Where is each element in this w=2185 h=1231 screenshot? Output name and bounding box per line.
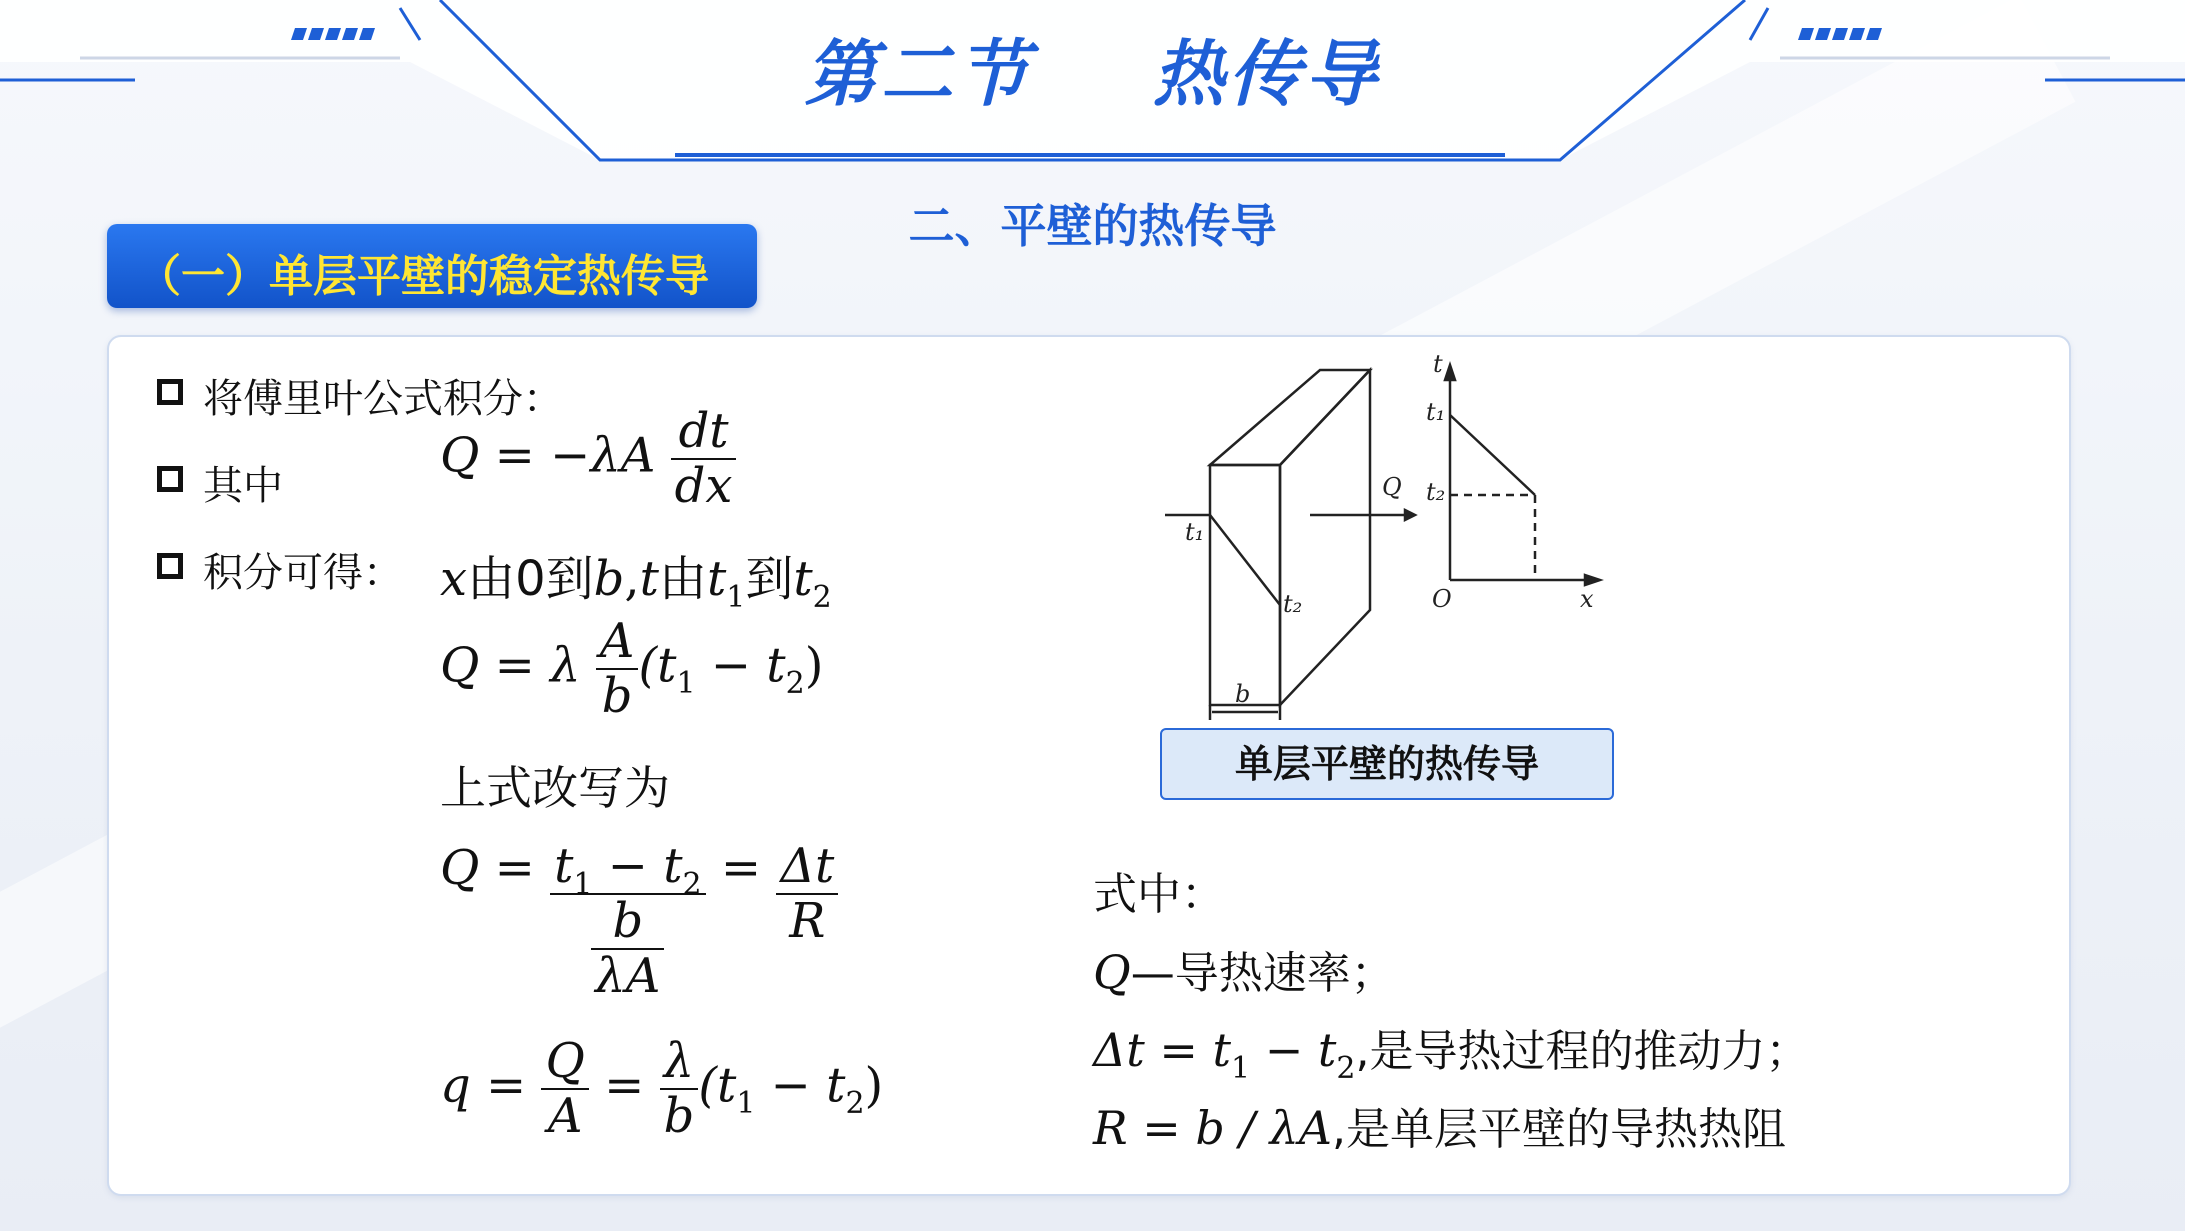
- label-t1-left: t₁: [1185, 518, 1205, 546]
- label-t1-axis: t₁: [1426, 398, 1446, 426]
- formula-range: x由0到b,t由$t_1$到$t_2$: [440, 551, 832, 615]
- bullet-text-3: 积分可得：: [203, 550, 403, 596]
- note-header: 式中：: [1093, 869, 1225, 920]
- note-q: Q—导热速率；: [1093, 945, 1395, 999]
- checkbox-icon: [157, 466, 183, 492]
- bullet-text-2: 其中: [203, 463, 283, 509]
- section-badge: [107, 224, 757, 308]
- label-x-axis: x: [1580, 585, 1594, 613]
- formula-flux: q = $\frac{Q}{A}$ = $\frac{\lambda}{b}$ $(t_1 - t_2)$: [440, 1033, 884, 1144]
- section-badge-label: （一）单层平壁的稳定热传导: [137, 251, 709, 302]
- page-title: [0, 16, 2185, 120]
- wall-diagram: [1150, 350, 1620, 720]
- formula-fourier: Q = −λA $\frac{dt}{dx}$: [440, 405, 736, 513]
- label-origin: O: [1432, 585, 1452, 613]
- label-t2-left: t₂: [1283, 590, 1303, 618]
- wall-side-face: [1280, 370, 1370, 705]
- temperature-line: [1210, 515, 1280, 605]
- label-b: b: [1235, 680, 1251, 708]
- formula-resistance: Q = $\frac{t_1 - t_2}{\frac{b}{\lambda A}}$ = $\frac{\Delta t}{R}$: [440, 840, 838, 1002]
- note-r: R = b / λA,是单层平壁的导热热阻: [1093, 1101, 1786, 1155]
- checkbox-icon: [157, 379, 183, 405]
- bullet-text-1: 将傅里叶公式积分：: [203, 376, 563, 422]
- checkbox-icon: [157, 553, 183, 579]
- title-topic: 热传导: [1152, 32, 1381, 116]
- label-q: Q: [1382, 473, 1402, 501]
- label-t2-axis: t₂: [1426, 478, 1446, 506]
- subtitle: 二、平壁的热传导: [908, 199, 1277, 253]
- label-t-axis: t: [1433, 350, 1443, 378]
- wall-front-face: [1210, 465, 1280, 705]
- title-section: 第二节: [804, 32, 1033, 116]
- wall-top-face: [1210, 370, 1370, 465]
- note-dt: $\Delta t = t_1 - t_2$,是导热过程的推动力；: [1093, 1023, 1810, 1086]
- formula-integrated: Q = λ $\frac{A}{b}$ $(t_1 - t_2)$: [440, 613, 824, 724]
- rewrite-label: 上式改写为: [440, 761, 670, 815]
- diagram-caption: 单层平壁的热传导: [1160, 728, 1614, 800]
